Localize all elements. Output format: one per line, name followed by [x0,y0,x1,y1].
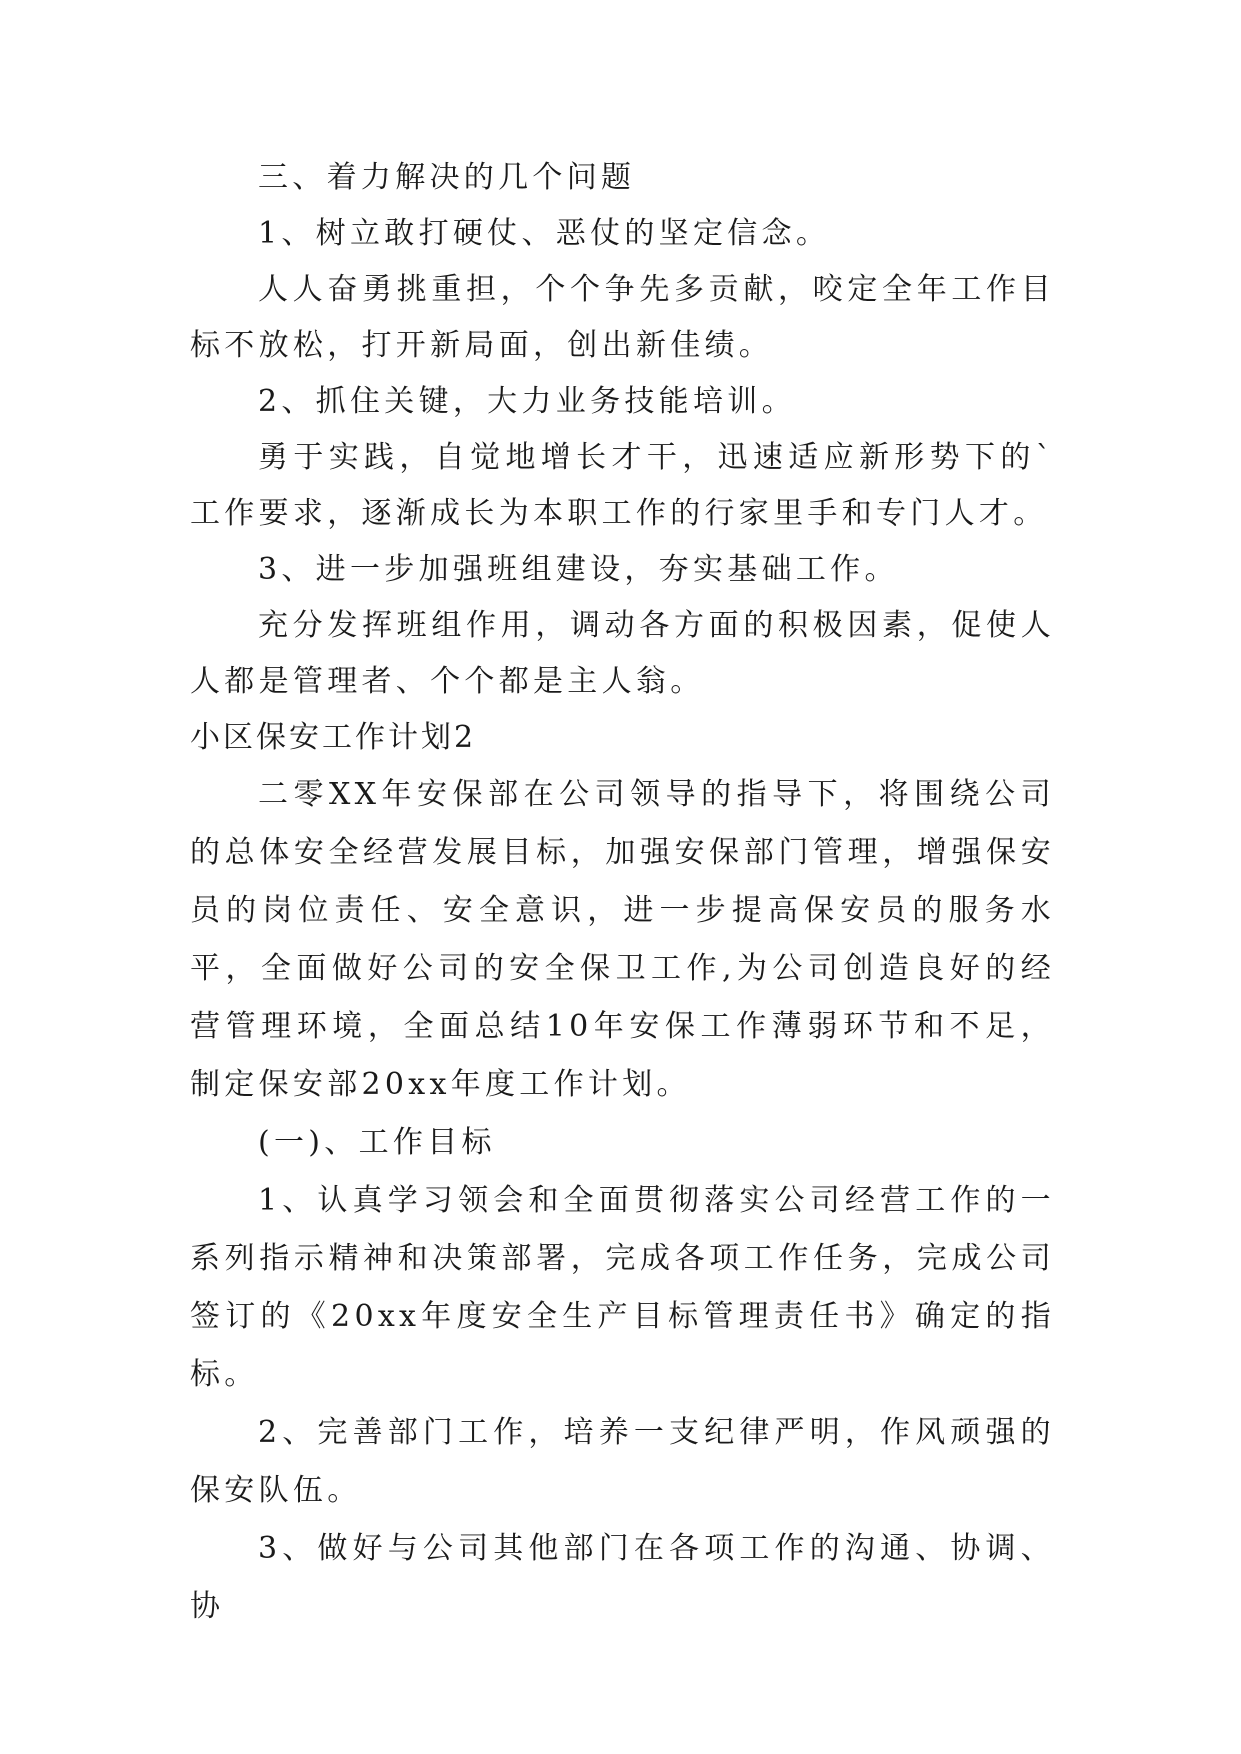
plan2-intro: 二零XX年安保部在公司领导的指导下，将围绕公司的总体安全经营发展目标，加强安保部门管理，增强保安员的岗位责任、安全意识，进一步提高保安员的服务水平，全面做好公司的安全保卫工作,为公司创造良好的经营管理环境，全面总结10年安保工作薄弱环节和不足，制定保安部20xx年度工作计划。 [190,777,1055,1102]
goal-1: 1、认真学习领会和全面贯彻落实公司经营工作的一系列指示精神和决策部署，完成各项工作任务，完成公司签订的《20xx年度安全生产目标管理责任书》确定的指标。 [190,1183,1055,1392]
goals-heading: (一)、工作目标 [258,1125,496,1160]
item2-title: 2、抓住关键，大力业务技能培训。 [258,384,796,419]
item3-body: 充分发挥班组作用，调动各方面的积极因素，促使人人都是管理者、个个都是主人翁。 [190,608,1055,699]
goal-2: 2、完善部门工作，培养一支纪律严明，作风顽强的保安队伍。 [190,1415,1055,1508]
document-page [190,150,1055,1636]
item1-title: 1、树立敢打硬仗、恶仗的坚定信念。 [258,216,831,251]
section3-heading: 三、着力解决的几个问题 [258,160,636,195]
item2-body: 勇于实践，自觉地增长才干，迅速适应新形势下的`工作要求，逐渐成长为本职工作的行家里手和专门人才。 [190,440,1055,531]
plan2-title: 小区保安工作计划2 [190,720,477,755]
item1-body: 人人奋勇挑重担，个个争先多贡献，咬定全年工作目标不放松，打开新局面，创出新佳绩。 [190,272,1055,363]
goal-3: 3、做好与公司其他部门在各项工作的沟通、协调、协 [190,1531,1055,1624]
item3-title: 3、进一步加强班组建设，夯实基础工作。 [258,552,899,587]
